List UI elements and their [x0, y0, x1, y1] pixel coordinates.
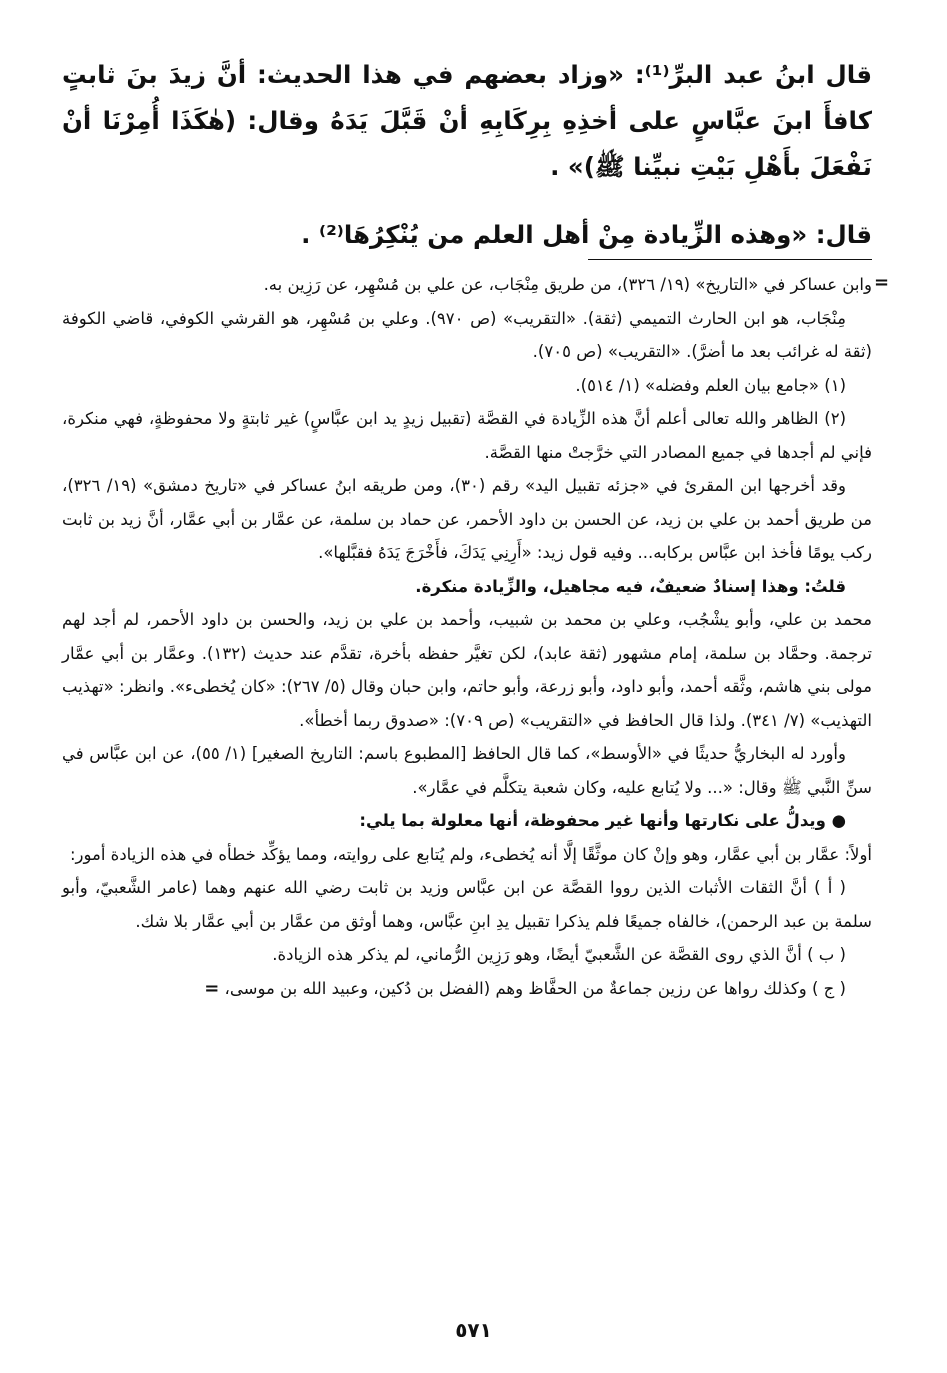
footnote-line: ● ويدلُّ على نكارتها وأنها غير محفوظة، أنها معلولة بما يلي:: [359, 811, 846, 830]
footnote-line: محمد بن علي، وأبو يشْجُب، وعلي بن محمد بن شبيب، وأحمد بن علي بن زيد، والحسن بن داود الأحمر، لم أجد لهم ترجمة. وحمَّاد بن سلمة، إمام مشهور (ثقة عابد)، لكن تغيَّر حفظه بأخرة، تقدَّم عند حديث (١٣٢). وعمَّار بن أبي عمَّار مولى بني هاشم، وثَّقه أحمد، وأبو داود، وأبو زرعة، وأبو حاتم، وابن حبان وقال (٥/ ٢٦٧): «كان يُخطىء». وانظر: «تهذيب التهذيب» (٧/ ٣٤١). ولذا قال الحافظ في «التقريب» (ص ٧٠٩): «صدوق ربما أخطأ».: [62, 610, 873, 730]
page-number: ٥٧١: [455, 1318, 492, 1342]
footnote-line: ( أ ) أنَّ الثقات الأثبات الذين رووا القصَّة عن ابن عبَّاس وزيد بن ثابت رضي الله عنهم وهما (عامر الشَّعبيّ، وأبو سلمة بن عبد الرحمن)، خالفاه جميعًا فلم يذكرا تقبيل يدِ ابنِ عبَّاس، وهما أوثق من عمَّار بن أبي عمَّار بلا شك.: [62, 878, 872, 931]
footnote-1: (١) «جامع بيان العلم وفضله» (١/ ٥١٤).: [575, 375, 846, 395]
main-text: [62, 52, 872, 258]
footnote-line: مِنْجَاب، هو ابن الحارث التميمي (ثقة). «التقريب» (ص ٩٧٠). وعلي بن مُسْهِر، هو القرشي الكوفي، قاضي الكوفة (ثقة له غرائب بعد ما أضرَّ). «التقريب» (ص ٧٠٥).: [62, 308, 872, 361]
footnote-2: (٢) الظاهر والله تعالى أعلم أنَّ هذه الزِّيادة في القصَّة (تقبيل زيدٍ يد ابن عبَّاسٍ) غير ثابتةٍ ولا محفوظةٍ، فهي منكرة، فإني لم أجدها في جميع المصادر التي خرَّجتْ منها القصَّة.: [62, 409, 872, 462]
main-paragraph: قال ابنُ عبد البرِّ⁽¹⁾: «وزاد بعضهم في هذا الحديث: أنَّ زيدَ بنَ ثابتٍ كافأَ ابنَ عبَّاسٍ على أخذِهِ بِرِكَابِهِ أنْ قَبَّلَ يَدَهُ وقال: (هٰكَذَا أُمِرْنَا أنْ نَفْعَلَ بأَهْلِ بَيْتِ نبيِّنا ﷺ)» .: [62, 60, 873, 181]
footnotes: [62, 268, 872, 1005]
footnote-trailing-mark: =: [204, 977, 220, 999]
main-paragraph: قال: «وهذه الزِّيادة مِنْ أهل العلم من يُنْكِرُهَا⁽²⁾ .: [301, 220, 872, 249]
footnote-line-text: ( ج ) وكذلك رواها عن رزين جماعةٌ من الحفَّاظ وهم (الفضل بن دُكين، وعبيد الله بن موسى،: [224, 978, 846, 998]
footnote-line: وابن عساكر في «التاريخ» (١٩/ ٣٢٦)، من طريق مِنْجَاب، عن علي بن مُسْهِر، عن رَزِين به.: [263, 275, 872, 294]
footnote-separator: [588, 259, 872, 260]
footnote-line: أولاً: عمَّار بن أبي عمَّار، وهو وإنْ كان موثَّقًا إلَّا أنه يُخطىء، ولم يُتابع على روايته، ومما يؤكِّد خطأه في هذه الزيادة أمور:: [69, 844, 872, 864]
footnote-continuation-mark: =: [874, 272, 890, 293]
footnote-line: وأورد له البخاريُّ حديثًا في «الأوسط»، كما قال الحافظ [المطبوع باسم: التاريخ الصغير] (١/ ٥٥)، عن ابن عبَّاس في سنِّ النَّبي ﷺ وقال: «... ولا يُتابع عليه، وكان شعبة يتكلَّم في عمَّار».: [62, 744, 872, 797]
footnote-line: ( ب ) أنَّ الذي روى القصَّة عن الشَّعبيّ أيضًا، وهو رَزِين الرُّماني، لم يذكر هذه الزيادة.: [272, 945, 846, 964]
footnote-line: وقد أخرجها ابن المقرئ في «جزئه تقبيل اليد» رقم (٣٠)، ومن طريقه ابنُ عساكر في «تاريخ دمشق» (١٩/ ٣٢٦)، من طريق أحمد بن علي بن زيد، عن الحسن بن داود الأحمر، عن حماد بن سلمة، عن عمَّار بن أبي عمَّار، أنَّ زيد بن ثابت ركب يومًا فأخذ ابن عبَّاس بركابه... وفيه قول زيد: «أَرِنِي يَدَكَ، فأَخْرَجَ يَدَهُ فقبَّلها».: [62, 476, 872, 562]
footnote-line: قلتُ: وهذا إسنادٌ ضعيفٌ، فيه مجاهيل، والزِّيادة منكرة.: [415, 576, 846, 596]
footnote-line: [62, 972, 872, 1006]
